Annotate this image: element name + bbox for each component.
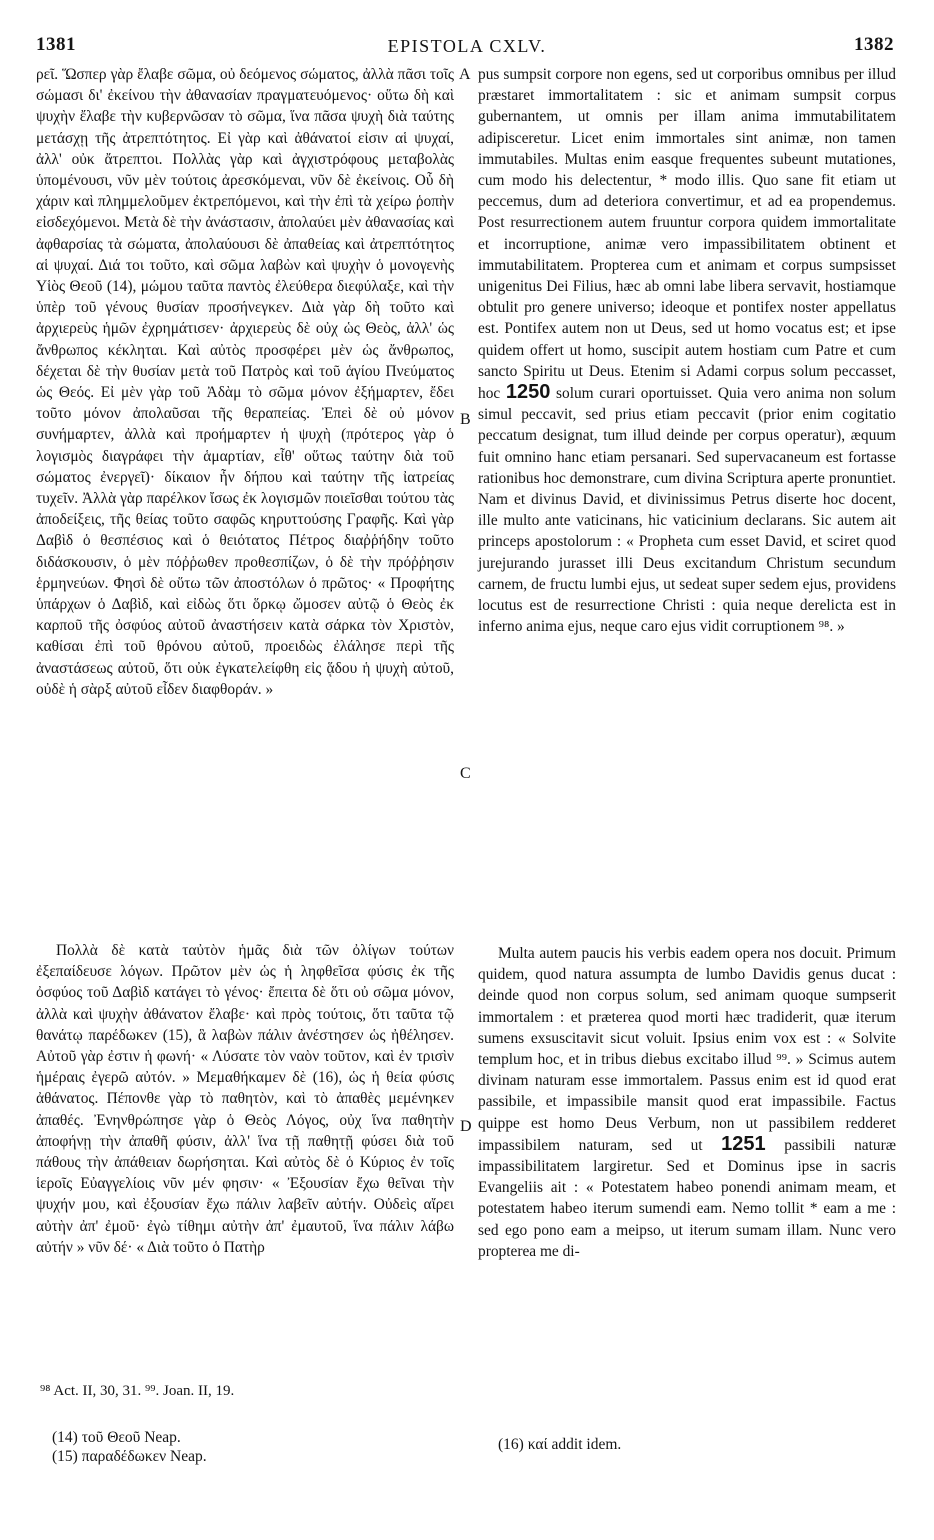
- latin-paragraph-2: [478, 943, 896, 1262]
- margin-marker-d: D: [460, 1118, 472, 1135]
- margin-marker-b: B: [460, 411, 471, 428]
- note-16: (16) καί addit idem.: [498, 1436, 622, 1453]
- latin-column-bottom: [478, 943, 896, 1262]
- column-number-1250: 1250: [505, 381, 551, 404]
- latin-text-2a: Multa autem paucis his verbis eadem opera nos docuit. Primum quidem, quod natura assumpta de lumbo Davidis genus ducat : deinde quod non corpus solum, sed animam quoque sumpserit immortalem : et præterea quod morti hæc tradiderit, quæ iterum sumens exsuscitavit sicut voluit. Ipsius enim vox est : « Solvite templum hoc, et in tribus diebus excitabo illud ⁹⁹. » Scimus autem divinam naturam esse immortalem. Passus enim est id quod erat passibile, et impassibile mansit quod erat impassibile. Factus quippe est homo Deus Verbum, non ut passibilem redderet impassibilem naturam, sed ut: [478, 945, 896, 1154]
- greek-column-top: [36, 64, 454, 700]
- latin-text-1b: solum curari oportuisset. Quia vero anima non solum simul peccavit, sed prius etiam peccavit (prior enim cogitatio peccatum designat, tum illud deinde per corpus operatur), æquum fuit omnino hanc etiam persanari. Sed supervacaneum est fortasse rationibus hoc demonstrare, cum divina Scriptura aperte pronuntiet. Nam et divinus David, et divinissimus Petrus diserte hoc docent, ille multo ante vaticinans, hic vaticinium declarans. Sic autem ait princeps apostolorum : « Propheta cum esset David, et sciret quod jurejurando jurasset illi Deus excitandum Christum secundum carnem, de fructu lumbi ejus, ut sedeat super sedem ejus, providens locutus est de resurrectione Christi : quia neque derelicta est in inferno anima ejus, neque caro ejus vidit corruptionem ⁹⁸. »: [478, 385, 896, 636]
- column-number-1251: 1251: [721, 1132, 766, 1155]
- latin-paragraph-1: [478, 64, 896, 637]
- greek-paragraph-2: Πολλὰ δὲ κατὰ ταὐτὸν ἡμᾶς διὰ τῶν ὀλίγων τούτων ἐξεπαίδευσε λόγων. Πρῶτον μὲν ὡς ἡ ληφθεῖσα φύσις ἐκ τῆς ὀσφύος τοῦ Δαβὶδ κατάγει τὸ γένος· ἔπειτα δὲ ὅτι οὐ σῶμα μόνον, ἀλλὰ καὶ ψυχὴν ἀθάνατον ἔλαβε· καὶ πρὸς τούτοις, ὅτι ταῦτα τῷ θανάτῳ παρέδωκεν (15), ἃ λαβὼν πάλιν ἀνέστησεν ὡς ἠθέλησεν. Αὐτοῦ γὰρ ἐστιν ἡ φωνή· « Λύσατε τὸν ναὸν τοῦτον, καὶ ἐν τρισὶν ἡμέραις ἐγερῶ αὐτόν. » Μεμαθήκαμεν δὲ (16), ὡς ἡ θεία φύσις ἀθάνατος. Πέπονθε γὰρ τὸ παθητὸν, καὶ τὸ ἀπαθὲς μεμένηκεν ἀπαθές. Ἐνηνθρώπησε γὰρ ὁ Θεὸς Λόγος, οὐχ ἵνα παθητὴν ἀποφήνῃ τὴν ἀπαθῆ φύσιν, ἀλλ' ἵνα τῇ παθητῇ φύσει διὰ τοῦ πάθους τὴν ἀπάθειαν δωρήσηται. Καὶ αὐτὸς δὲ ὁ Κύριος ἐν τοῖς ἱεροῖς Εὐαγγελίοις νῦν μέν φησιν· « Ἐξουσίαν ἔχω θεῖναι τὴν ψυχήν μου, καὶ ἐξουσίαν ἔχω πάλιν λαβεῖν αὐτήν. Οὐδεὶς αἴρει αὐτὴν ἀπ' ἐμοῦ· ἐγὼ τίθημι αὐτὴν ἀπ' ἐμαυτοῦ, ἵνα πάλιν λάβω αὐτήν » νῦν δέ· « Διὰ τοῦτο ὁ Πατὴρ: [36, 942, 454, 1256]
- latin-text-1a: pus sumpsit corpore non egens, sed ut corporibus omnibus per illud præstaret immortalitatem : sic et animam sumpsit corpus gubernantem, ut omnis per illam anima immutabilitatem adipisceretur. Licet enim immortales sint animæ, non tamen immutabiles. Multas enim easque frequentes subeunt mutationes, cum modo his delectentur, * modo illis. Quo sane fit etiam ut peccemus, dum ad deteriora convertimur, et ad ea propendemus. Post resurrectionem autem fruuntur corpora quidem immortalitate et incorruptione, animæ vero impassibilitatem obtinent et immutabilitatem. Propterea cum et animam et corpus sumpsisset unigenitus Dei Filius, hæc ab omni labe libera servavit, hostiamque obtulit pro genere universo; ideoque et pontifex noster appellatus est. Pontifex autem non ut Deus, sed ut homo vocatus est; et ipse quidem offert ut homo, suscipit autem hostiam cum Patre et cum sancto Spiritu ut Deus. Etenim si Adami corpus solum peccasset, hoc: [478, 66, 896, 403]
- page-number-left: 1381: [36, 34, 76, 55]
- latin-column-top: [478, 64, 896, 637]
- scripture-references: ⁹⁸ Act. II, 30, 31. ⁹⁹. Joan. II, 19.: [40, 1383, 235, 1399]
- running-title: EPISTOLA CXLV.: [387, 36, 547, 56]
- greek-paragraph-1: ρεῖ. Ὥσπερ γὰρ ἔλαβε σῶμα, οὐ δεόμενος σώματος, ἀλλὰ πᾶσι τοῖς σώμασι δι' ἐκείνου τὴν ἀθανασίαν πραγματευόμενος· οὕτω δὴ καὶ ψυχὴν ἔλαβε τὴν κυβερνῶσαν τὸ σῶμα, ἵνα πᾶσα ψυχὴ διὰ ταύτης μετάσχῃ τῆς ἀτρεπτότητος. Εἰ γὰρ καὶ ἀθάνατοί εἰσιν αἱ ψυχαί, ἀλλ' οὐκ ἄτρεπτοι. Πολλὰς γὰρ καὶ ἀγχιστρόφους μεταβολὰς ὑπομένουσι, νῦν μὲν τούτοις ἀρεσκόμεναι, νῦν δὲ ἐκείνοις. Οὗ δὴ χάριν καὶ πλημμελοῦμεν ἐκτρεπόμενοι, καὶ τὴν ἐπὶ τὰ χείρω ῥοπὴν εἰσδεχόμενοι. Μετὰ δὲ τὴν ἀνάστασιν, ἀπολαύει μὲν ἀθανασίας καὶ ἀφθαρσίας τὰ σώματα, ἀπολαύουσι δὲ ἀπαθείας καὶ ἀτρεπτότητος αἱ ψυχαί. Διά τοι τοῦτο, καὶ σῶμα λαβὼν καὶ ψυχὴν ὁ μονογενὴς Υἱὸς Θεοῦ (14), μώμου ταῦτα παντὸς ἐλεύθερα διεφύλαξε, καὶ τὴν ὑπὲρ τοῦ γένους θυσίαν προσήνεγκεν. Διὰ γὰρ δὴ τοῦτο καὶ ἀρχιερεὺς ἡμῶν ἐχρημάτισεν· ἀρχιερεὺς δὲ οὐχ ὡς Θεὸς, ἀλλ' ὡς ἄνθρωπος κέκληται. Καὶ αὐτὸς προσφέρει μὲν ὡς ἄνθρωπος, δέχεται δὲ τὴν θυσίαν μετὰ τοῦ Πατρὸς καὶ τοῦ ἁγίου Πνεύματος ὡς Θεός. Εἰ μὲν γὰρ τοῦ Ἀδὰμ τὸ σῶμα μόνον ἐξήμαρτεν, ἔδει τοῦτο μόνον ἀπολαῦσαι τῆς θεραπείας. Ἐπεὶ δὲ οὐ μόνον συνήμαρτεν, ἀλλὰ καὶ προήμαρτεν ἡ ψυχὴ (πρότερος γὰρ ὁ λογισμὸς διαγράφει τὴν ἁμαρτίαν, εἶθ' οὕτως ταύτην διὰ τοῦ σώματος ἐνεργεῖ)· δίκαιον ἦν δήπου καὶ ταύτην τῆς ἰατρείας τυχεῖν. Ἀλλὰ γὰρ παρέλκον ἴσως ἐκ λογισμῶν ποιεῖσθαι τούτου τὰς ἀποδείξεις, τῆς θείας τοῦτο σαφῶς κηρυττούσης Γραφῆς. Καὶ γὰρ Δαβὶδ ὁ θεσπέσιος καὶ ὁ θειότατος Πέτρος διαῤῥήδην τοῦτο διδάσκουσιν, ὁ μὲν πόῤῥωθεν προθεσπίζων, ὁ δὲ τὴν πρόῤῥησιν ἑρμηνεύων. Φησὶ δὲ οὕτω τῶν ἀποστόλων ὁ πρῶτος· « Προφήτης ὑπάρχων ὁ Δαβὶδ, καὶ εἰδὼς ὅτι ὅρκῳ ὤμοσεν αὐτῷ ὁ Θεὸς ἐκ καρποῦ τῆς ὀσφύος αὐτοῦ ἀναστήσειν κατὰ σάρκα τὸν Χριστὸν, καθίσαι ἐπὶ τοῦ θρόνου αὐτοῦ, προειδὼς ἐλάλησε περὶ τῆς ἀναστάσεως αὐτοῦ, ὅτι οὐκ ἐγκατελείφθη εἰς ᾅδου ἡ ψυχὴ αὐτοῦ, οὐδὲ ἡ σὰρξ αὐτοῦ εἶδεν διαφθοράν. »: [36, 66, 454, 698]
- page-number-right: 1382: [854, 34, 894, 55]
- greek-column-bottom: [36, 940, 454, 1258]
- margin-marker-c: C: [460, 765, 471, 782]
- note-14: (14) τοῦ Θεοῦ Neap.: [52, 1429, 181, 1446]
- margin-marker-a: A: [459, 66, 471, 83]
- note-15: (15) παραδέδωκεν Neap.: [52, 1448, 207, 1465]
- greek-notes: [52, 1428, 207, 1466]
- latin-text-2b: passibili naturæ impassibilitatem largiretur. Sed et Dominus ipse in sacris Evangeliis ait : « Potestatem habeo ponendi animam meam, et potestatem habeo iterum sumendi eam. Nemo tollit * eam a me : sed ego pono eam a meipso, ut iterum sumam illam. Nunc vero propterea me di-: [478, 1136, 896, 1260]
